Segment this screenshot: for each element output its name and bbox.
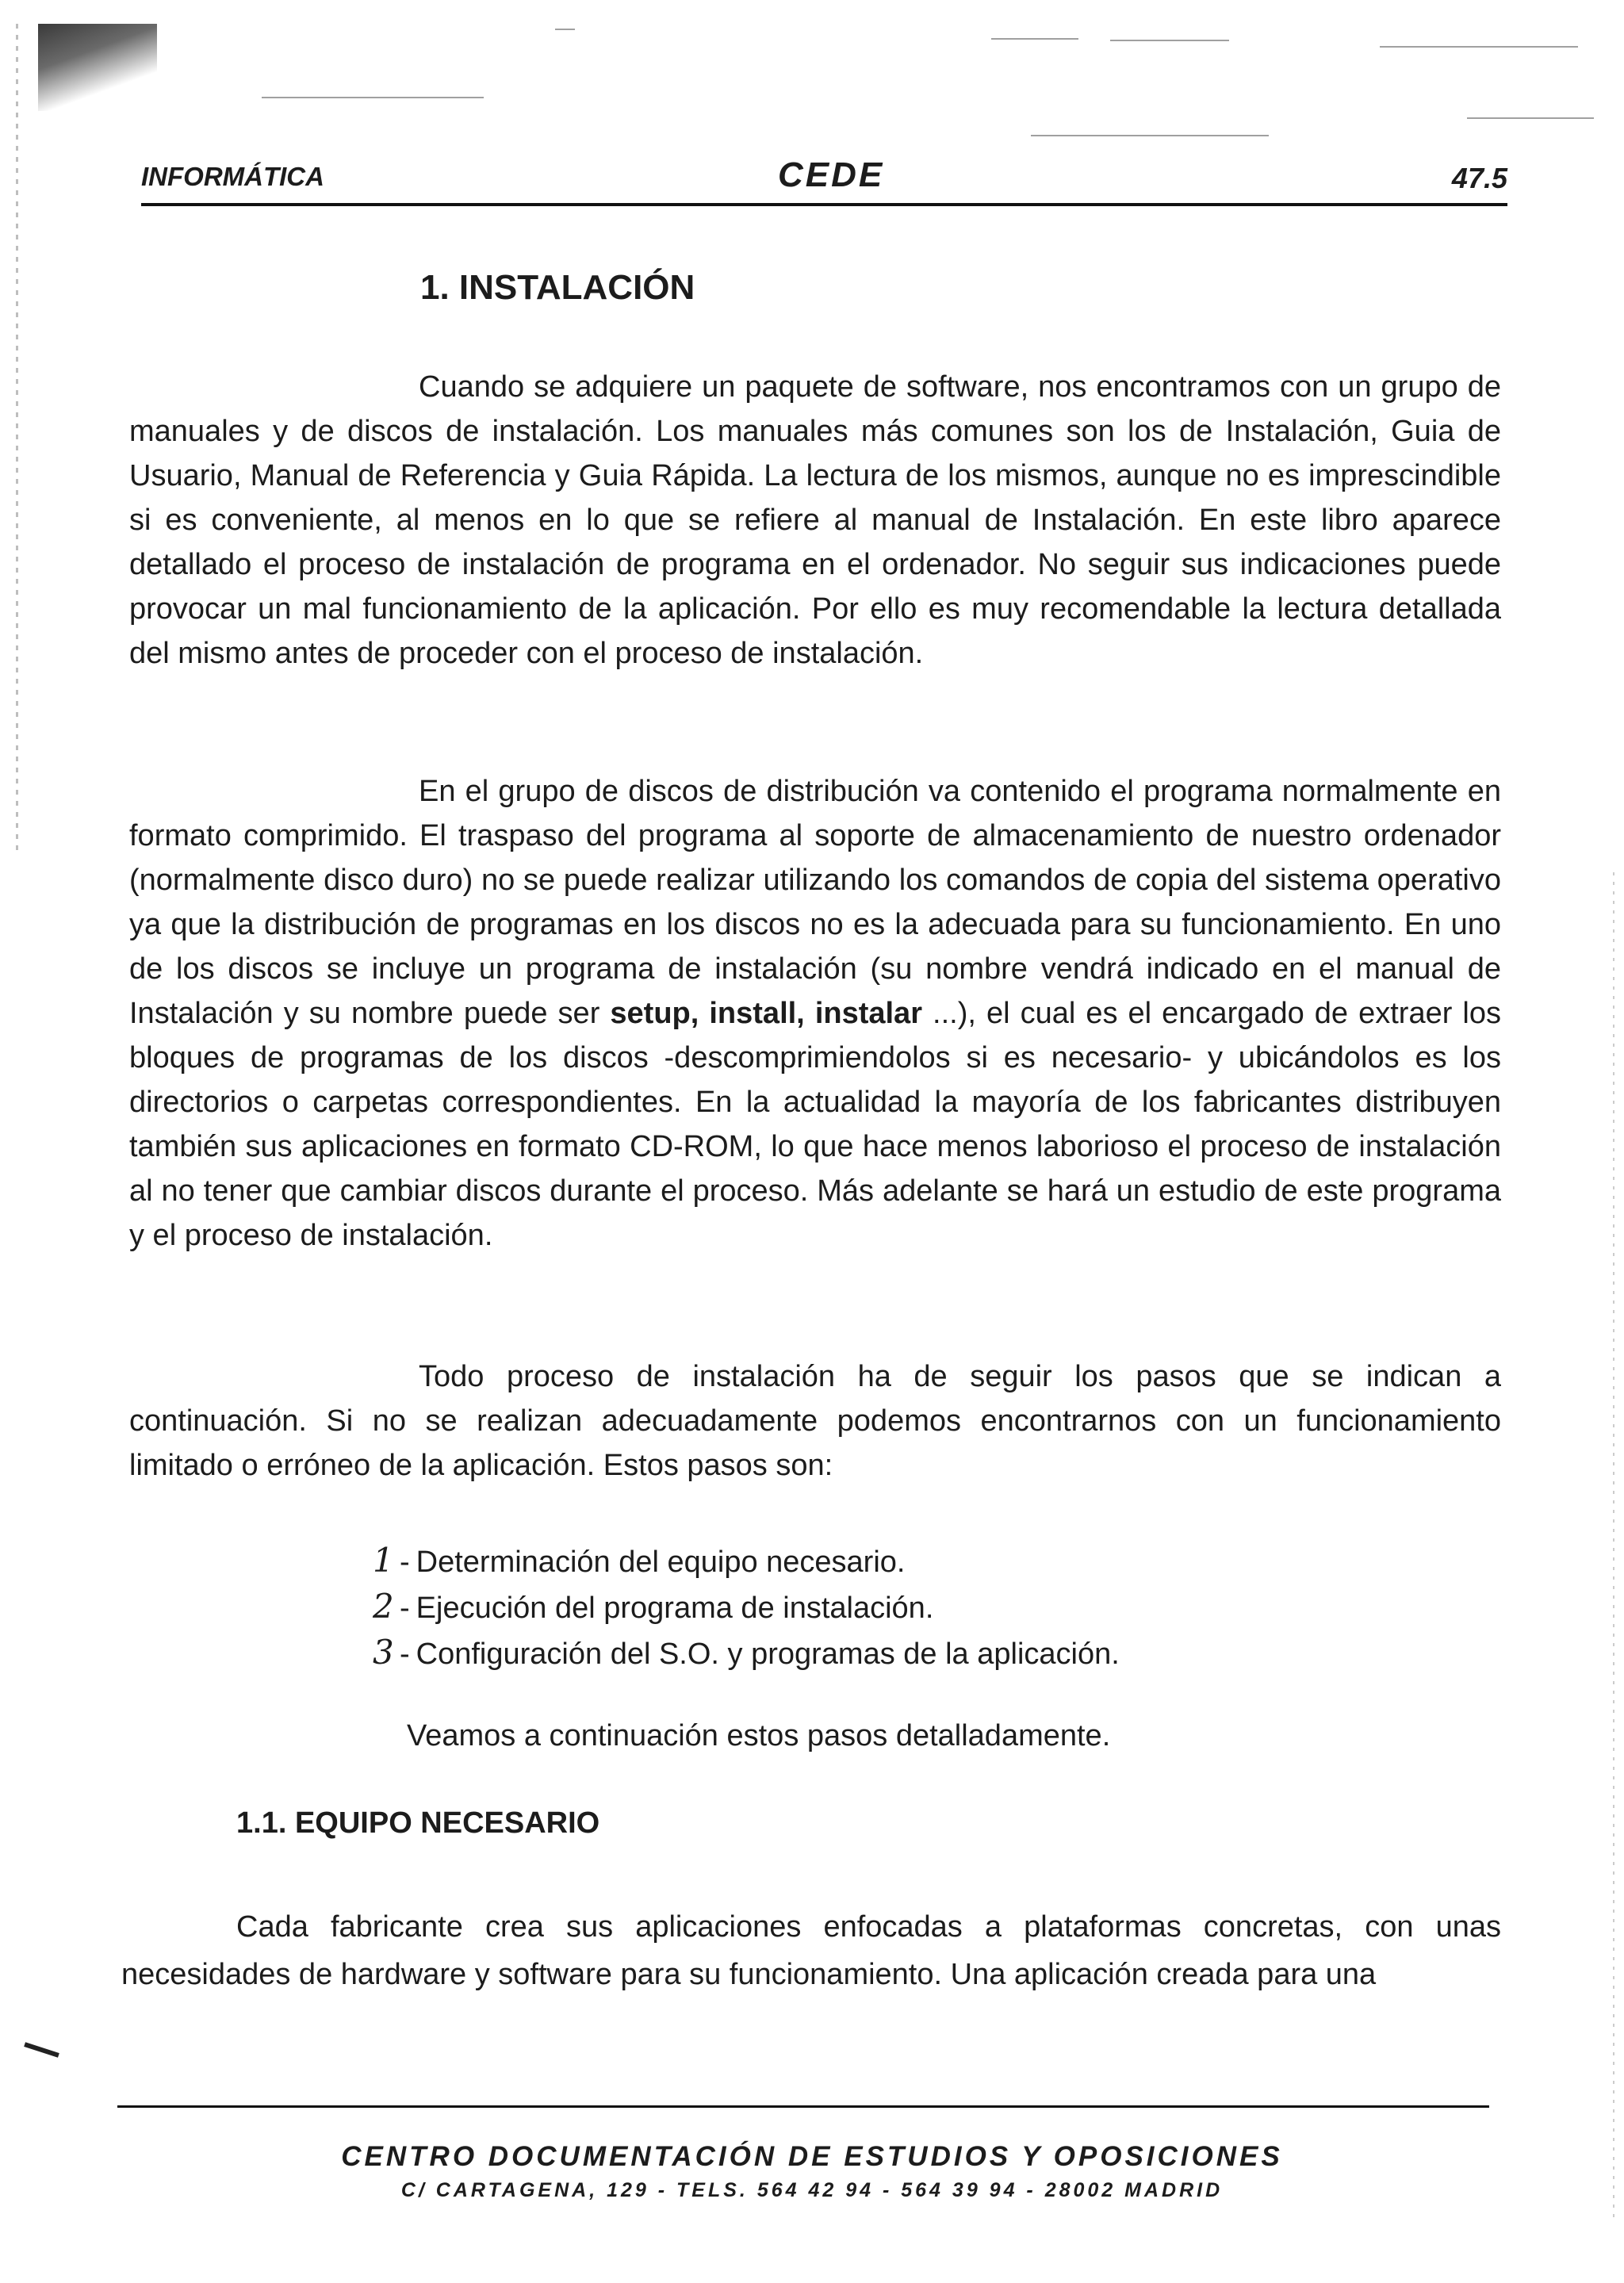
paragraph-distribution-text-b: ...), el cual es el encargado de extraer los bloques de programas de los discos -descomprimiendolos si es necesario- y ubicándolos es los directorios o carpetas correspondientes. En la actualidad la mayoría de los fabricantes distribuyen también sus aplicaciones en formato CD-ROM, lo que hace menos laborioso el proceso de instalación al no tener que cambiar discos durante el proceso. Más adelante se hará un estudio de este programa y el proceso de instalación. [129, 997, 1502, 1252]
subsection-title: 1.1. EQUIPO NECESARIO [236, 1806, 600, 1840]
footer-address: C/ CARTAGENA, 129 - TELS. 564 42 94 - 564 39 94 - 28002 MADRID [400, 2179, 1224, 2201]
paragraph-steps-intro: Todo proceso de instalación ha de seguir los pasos que se indican a continuación. Si no se realizan adecuadamente podemos encontrarnos con un funcionamiento limitado o erróneo de la aplicación. Estos pasos son: [129, 1360, 1501, 1482]
keyword-instalar: instalar [814, 997, 922, 1030]
step-text: Ejecución del programa de instalación. [416, 1592, 934, 1625]
footer-rule [117, 2105, 1489, 2108]
header-publisher-logo: CEDE [778, 155, 885, 194]
header-subject: INFORMÁTICA [141, 162, 324, 191]
scan-mark-top-7 [1467, 117, 1594, 119]
step-separator: - [400, 1638, 410, 1671]
scan-shadow-corner [38, 24, 157, 111]
step-text: Determinación del equipo necesario. [416, 1546, 906, 1579]
scan-mark-top-3 [1110, 40, 1229, 41]
step-text: Configuración del S.O. y programas de la aplicación. [416, 1638, 1120, 1671]
scan-mark-top-6 [1031, 135, 1269, 136]
keyword-install: install, [709, 997, 805, 1030]
paragraph-distribution-text-a: En el grupo de discos de distribución va contenido el programa normalmente en formato comprimido. El traspaso del programa al soporte de almacenamiento de nuestro ordenador (normalmente disco duro) no se puede realizar utilizando los comandos de copia del sistema operativo ya que la distribución de programas en los discos no es la adecuada para su funcionamiento. En uno de los discos se incluye un programa de instalación (su nombre vendrá indicado en el manual de Instalación y su nombre puede ser [129, 775, 1501, 1030]
steps-list [373, 1538, 1120, 1676]
step-number: 3 [373, 1633, 394, 1672]
step-separator: - [400, 1546, 410, 1579]
footer-organization: CENTRO DOCUMENTACIÓN DE ESTUDIOS Y OPOSICIONES [341, 2141, 1283, 2172]
scan-edge-left [16, 24, 18, 856]
scan-mark-top-5 [262, 97, 484, 98]
keyword-setup: setup, [610, 997, 699, 1030]
step-number: 1 [373, 1541, 394, 1580]
scan-mark-top-2 [991, 38, 1078, 40]
scan-edge-right [1613, 872, 1614, 2220]
page-header [141, 151, 1507, 206]
list-item [373, 1584, 1120, 1630]
list-item [373, 1538, 1120, 1584]
header-rule [141, 203, 1507, 206]
step-number: 2 [373, 1587, 394, 1626]
paragraph-distribution [129, 769, 1501, 1258]
paragraph-intro: Cuando se adquiere un paquete de software, nos encontramos con un grupo de manuales y de discos de instalación. Los manuales más comunes son los de Instalación, Guia de Usuario, Manual de Referencia y Guia Rápida. La lectura de los mismos, aunque no es imprescindible si es conveniente, al menos en lo que se refiere al manual de Instalación. En este libro aparece detallado el proceso de instalación de programa en el ordenador. No seguir sus indicaciones puede provocar un mal funcionamiento de la aplicación. Por ello es muy recomendable la lectura detallada del mismo antes de proceder con el proceso de instalación. [129, 370, 1501, 670]
scan-mark-top-4 [1380, 46, 1578, 48]
scan-mark-bottom-left [24, 2042, 59, 2058]
section-title: 1. INSTALACIÓN [420, 268, 695, 307]
step-separator: - [400, 1592, 410, 1625]
scan-mark-top-1 [555, 29, 575, 30]
list-item [373, 1630, 1120, 1676]
page-number: 47.5 [1451, 162, 1507, 194]
closing-sentence: Veamos a continuación estos pasos detalladamente. [407, 1719, 1111, 1752]
paragraph-equipment: Cada fabricante crea sus aplicaciones enfocadas a plataformas concretas, con unas necesidades de hardware y software para su funcionamiento. Una aplicación creada para una [121, 1910, 1501, 1991]
